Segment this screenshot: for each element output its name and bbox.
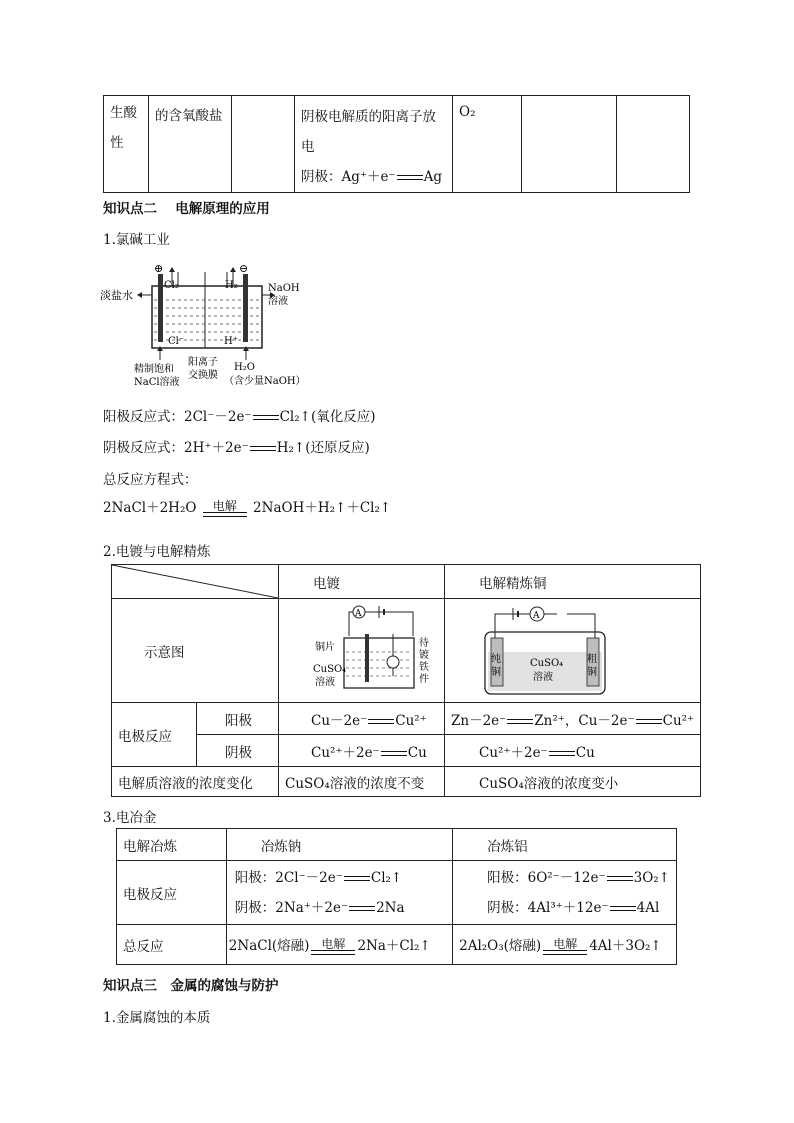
copper-plate-label: 铜片: [315, 641, 335, 653]
metallurgy-header-3: 冶炼铝: [453, 829, 677, 861]
plus-terminal: ⊕: [154, 262, 164, 275]
section-heading-3: 知识点三 金属的腐蚀与防护: [103, 978, 279, 994]
membrane-label-1: 阳离子: [188, 357, 218, 368]
refining-diagram-cell: [445, 599, 701, 703]
top-table-cell-3: [232, 96, 295, 193]
metallurgy-electrode-label: 电极反应: [117, 861, 227, 925]
cathode-equation: 阴极反应式：2H⁺＋2e⁻ H₂↑(还原反应): [103, 440, 370, 456]
subheading-electrometallurgy: 3.电冶金: [103, 810, 157, 826]
anode-equation: 阳极反应式：2Cl⁻－2e⁻ Cl₂↑(氧化反应): [103, 409, 376, 425]
concentration-label: 电解质溶液的浓度变化: [112, 767, 279, 797]
refining-diagram: [445, 600, 685, 702]
solution-label: 溶液: [315, 676, 335, 688]
diagram-row-label: 示意图: [112, 599, 279, 703]
electrode-reaction-label: 电极反应: [112, 703, 197, 767]
plating-concentration: CuSO₄溶液的浓度不变: [279, 767, 445, 797]
naoh-label: NaOH: [268, 283, 300, 294]
top-table-cell-7: [617, 96, 690, 193]
subheading-corrosion: 1.金属腐蚀的本质: [103, 1010, 211, 1026]
plating-diagram-cell: [279, 599, 445, 703]
metallurgy-header-1: 电解冶炼: [117, 829, 227, 861]
aluminum-total-eq: 2Al₂O₃(熔融) 电解 4Al＋3O₂↑: [453, 925, 677, 965]
sodium-electrode-eqs: 阳极：2Cl⁻－2e⁻ Cl₂↑ 阴极：2Na⁺＋2e⁻ 2Na: [226, 861, 452, 925]
plating-diagram: [279, 600, 444, 702]
header-plating: 电镀: [279, 565, 445, 599]
ammeter-label-2: A: [533, 610, 540, 621]
solution-label-2: 溶液: [533, 671, 553, 683]
total-reaction-equation: 2NaCl＋2H₂O 电解 2NaOH＋H₂↑＋Cl₂↑: [103, 499, 392, 516]
item-label-3: 铁: [419, 661, 429, 673]
top-table-cell-5: O₂: [453, 96, 522, 193]
h2-label: H₂: [225, 280, 238, 291]
top-table-cell-4: 阴极电解质的阳离子放 电 阴极：Ag⁺＋e⁻ Ag: [295, 96, 453, 193]
diagonal-header-cell: [112, 565, 279, 599]
crude-copper-label-2: 铜: [587, 666, 597, 678]
refining-anode-eq: Zn－2e⁻ Zn²⁺，Cu－2e⁻ Cu²⁺: [445, 703, 701, 735]
cl-ion-label: Cl⁻: [168, 336, 185, 347]
cuso4-label-2: CuSO₄: [530, 657, 564, 669]
aluminum-electrode-eqs: 阳极：6O²⁻－12e⁻ 3O₂↑ 阴极：4Al³⁺＋12e⁻ 4Al: [453, 861, 677, 925]
refining-cathode-eq: Cu²⁺＋2e⁻ Cu: [445, 735, 701, 767]
subheading-plating-refining: 2.电镀与电解精炼: [103, 544, 211, 560]
metallurgy-total-label: 总反应: [117, 925, 227, 965]
cathode-label: 阴极: [197, 735, 279, 767]
pure-copper-label-2: 铜: [491, 666, 501, 678]
membrane-label-2: 交换膜: [188, 370, 218, 381]
item-label-2: 镀: [419, 649, 429, 661]
item-label-1: 待: [419, 637, 429, 649]
plating-table: [111, 564, 701, 797]
minus-terminal: ⊖: [239, 262, 249, 275]
item-label-4: 件: [419, 673, 429, 685]
top-table: [103, 95, 690, 193]
section-heading-2: 知识点二 电解原理的应用: [103, 201, 270, 217]
plating-cathode-eq: Cu²⁺＋2e⁻ Cu: [279, 735, 445, 767]
metallurgy-header-2: 冶炼钠: [226, 829, 452, 861]
naoh-solution-label: 溶液: [268, 296, 288, 307]
water-label-1: H₂O: [234, 362, 255, 373]
feed-label-2: NaCl溶液: [134, 377, 180, 388]
pure-copper-label-1: 纯: [491, 653, 501, 665]
crude-copper-label-1: 粗: [587, 653, 597, 665]
cl2-label: Cl₂: [164, 280, 179, 291]
feed-label-1: 精制饱和: [134, 364, 174, 375]
top-table-cell-6: [522, 96, 617, 193]
h-ion-label: H⁺: [224, 336, 238, 347]
ammeter-label: A: [355, 608, 362, 619]
water-label-2: （含少量NaOH）: [224, 376, 306, 387]
top-table-cell-2: 的含氧酸盐: [149, 96, 232, 193]
top-table-cell-1: 生酸 性: [104, 96, 149, 193]
sodium-total-eq: 2NaCl(熔融) 电解 2Na＋Cl₂↑: [226, 925, 452, 965]
chlor-alkali-diagram: [100, 262, 315, 390]
total-reaction-label: 总反应方程式：: [103, 472, 198, 488]
plating-anode-eq: Cu－2e⁻ Cu²⁺: [279, 703, 445, 735]
subheading-chlor-alkali: 1.氯碱工业: [103, 232, 170, 248]
header-refining: 电解精炼铜: [445, 565, 701, 599]
cuso4-label: CuSO₄: [313, 663, 347, 675]
dilute-brine-label: 淡盐水: [100, 289, 133, 302]
anode-label: 阳极: [197, 703, 279, 735]
refining-concentration: CuSO₄溶液的浓度变小: [445, 767, 701, 797]
metallurgy-table: [116, 828, 677, 965]
